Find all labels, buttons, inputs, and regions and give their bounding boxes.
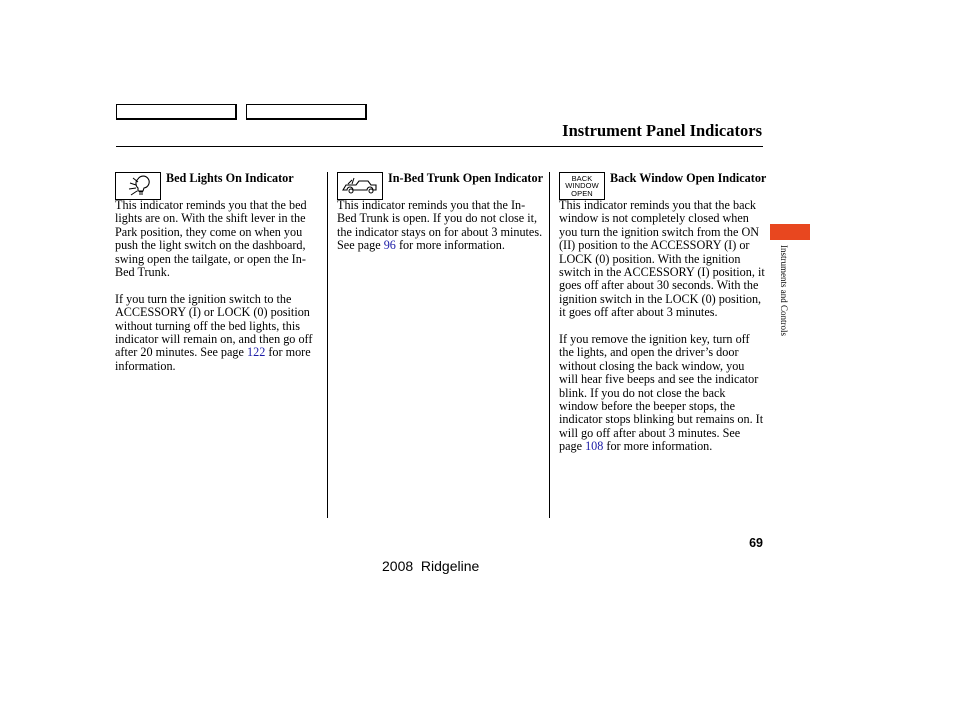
title-rule xyxy=(116,146,763,147)
column-divider xyxy=(327,172,328,518)
section-heading: Bed Lights On Indicator xyxy=(166,171,294,185)
chapter-label: Instruments and Controls xyxy=(779,245,789,336)
footer-model-name: 2008 Ridgeline xyxy=(382,558,480,574)
paragraph: This indicator reminds you that the bed lights are on. With the shift lever in the Park position, they come on when you push the light switch on the dashboard, swing open the tailgate, or open the In-Bed Trunk. xyxy=(115,198,307,280)
paragraph xyxy=(115,293,321,373)
chapter-tab[interactable] xyxy=(770,224,810,240)
icon-text-line: WINDOW xyxy=(565,181,599,191)
paragraph: This indicator reminds you that the back window is not completely closed when you turn the ignition switch from the ON (II) position to the ACCESSORY (I) or LOCK (0) position. With the ignition switch in the ACCESSORY (I) position, it goes off after about 30 seconds. With the ignition switch in the LOCK (0) position, it goes off after about 3 minutes. xyxy=(559,198,765,320)
paragraph-text: If you turn the ignition switch to the ACCESSORY (I) or LOCK (0) position without turning off the bed lights, this indicator will remain on, and then go off after 20 minutes. See page xyxy=(115,291,313,360)
page-title: Instrument Panel Indicators xyxy=(562,121,762,140)
paragraph xyxy=(559,333,765,454)
page-link-122[interactable]: 122 xyxy=(247,345,266,360)
column-divider xyxy=(549,172,550,518)
section-heading: Back Window Open Indicator xyxy=(610,171,767,185)
icon-text-line: BACK xyxy=(571,173,593,183)
paragraph xyxy=(337,199,543,253)
icon-text-line: OPEN xyxy=(571,188,593,198)
section-heading: In-Bed Trunk Open Indicator xyxy=(388,171,543,185)
paragraph-text: for more information. xyxy=(395,238,505,253)
paragraph-text: This indicator reminds you that the In-Bed Trunk is open. If you do not close it, the indicator stays on for about 3 minutes. See page xyxy=(337,198,543,253)
section-body xyxy=(337,199,543,266)
section-body xyxy=(115,199,321,387)
nav-button-next[interactable] xyxy=(246,104,367,120)
back-window-open-icon-label xyxy=(565,175,599,198)
paragraph-text: If you remove the ignition key, turn off the lights, and open the driver’s door without closing the back window, you will hear five beeps and see the indicator blink. If you do not close the back window before the beeper stops, the indicator stops blinking but remains on. It will go off after about 3 minutes. See page xyxy=(559,332,764,454)
page-link-96[interactable]: 96 xyxy=(383,238,396,253)
back-window-open-icon xyxy=(559,172,605,200)
nav-button-previous[interactable] xyxy=(116,104,237,120)
paragraph-text: for more information. xyxy=(115,345,311,373)
page-link-108[interactable]: 108 xyxy=(585,439,604,454)
page-number: 69 xyxy=(749,536,763,550)
bed-light-icon xyxy=(115,172,161,200)
paragraph-text: for more information. xyxy=(603,439,713,454)
in-bed-trunk-icon xyxy=(337,172,383,200)
section-body xyxy=(559,199,765,467)
